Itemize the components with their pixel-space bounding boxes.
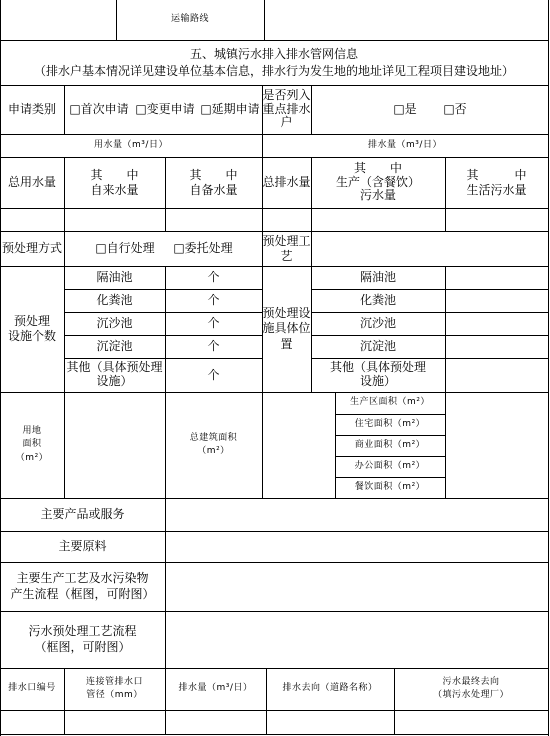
apply-type-label: 申请类别 xyxy=(7,102,56,116)
water-use-header: 用水量（m³/日） xyxy=(94,139,168,150)
materials-label: 主要原料 xyxy=(58,539,107,553)
production-sewage-label: 其 中 生产（含餐饮） 污水量 xyxy=(335,160,420,203)
key-yes-checkbox[interactable]: □是 xyxy=(393,101,417,116)
self-treat-checkbox[interactable]: □自行处理 xyxy=(95,240,155,255)
building-area-label: 总建筑面积 （m²） xyxy=(189,432,238,456)
location-grease-trap: 隔油池 xyxy=(359,270,396,284)
facility-grit-chamber: 沉沙池 xyxy=(96,316,133,330)
route-label: 运输路线 xyxy=(170,14,209,25)
discharge-header: 排水量（m³/日） xyxy=(368,139,442,150)
outlet-volume-label: 排水量（m³/日） xyxy=(178,683,253,694)
facility-grease-trap: 隔油池 xyxy=(96,270,133,284)
office-area-label: 办公面积（m²） xyxy=(354,460,426,471)
unit-label: 个 xyxy=(207,367,220,382)
apply-first-checkbox[interactable]: □首次申请 xyxy=(69,102,129,116)
products-label: 主要产品或服务 xyxy=(40,507,125,521)
unit-label: 个 xyxy=(207,293,220,307)
outlet-direction-label: 排水去向（道路名称） xyxy=(282,683,378,694)
location-settling-tank: 沉淀池 xyxy=(359,339,396,353)
production-area-label: 生产区面积（m²） xyxy=(350,397,430,408)
residential-area-label: 住宅面积（m²） xyxy=(354,418,426,429)
total-discharge-label: 总排水量 xyxy=(262,175,311,189)
entrust-treat-checkbox[interactable]: □委托处理 xyxy=(173,240,233,255)
pretreat-process-label: 预处理工 艺 xyxy=(262,234,311,263)
location-grit-chamber: 沉沙池 xyxy=(359,316,396,330)
facility-location-label: 预处理设 施具体位 置 xyxy=(262,305,311,351)
outlet-no-label: 排水口编号 xyxy=(8,683,56,694)
land-area-label: 用地 面积 （m²） xyxy=(15,425,49,463)
apply-change-checkbox[interactable]: □变更申请 xyxy=(135,102,195,116)
key-no-checkbox[interactable]: □否 xyxy=(443,101,467,116)
pretreat-method-label: 预处理方式 xyxy=(1,241,62,255)
outlet-pipe-label: 连接管排水口 管径（mm） xyxy=(85,676,143,700)
unit-label: 个 xyxy=(207,270,220,284)
tap-water-label: 其 中 自来水量 xyxy=(90,167,139,197)
domestic-sewage-label: 其 中 生活污水量 xyxy=(466,167,527,197)
unit-label: 个 xyxy=(207,339,220,353)
catering-area-label: 餐饮面积（m²） xyxy=(354,481,426,492)
facility-septic-tank: 化粪池 xyxy=(96,293,133,307)
apply-extend-checkbox[interactable]: □延期申请 xyxy=(200,102,260,116)
facility-settling-tank: 沉淀池 xyxy=(96,339,133,353)
section-subtitle: （排水户基本情况详见建设单位基本信息，排水行为发生地的地址详见工程项目建设地址） xyxy=(33,63,514,78)
process-flow-label: 主要生产工艺及水污染物 产生流程（框图，可附图） xyxy=(10,570,155,601)
total-water-use-label: 总用水量 xyxy=(7,175,56,189)
location-other: 其他（具体预处理 设施） xyxy=(329,360,426,388)
facility-count-label: 预处理 设施个数 xyxy=(7,314,56,343)
unit-label: 个 xyxy=(207,316,220,330)
outlet-final-label: 污水最终去向 （填污水处理厂） xyxy=(432,676,509,700)
commercial-area-label: 商业面积（m²） xyxy=(354,439,426,450)
self-water-label: 其 中 自备水量 xyxy=(189,167,238,197)
section-title: 五、城镇污水排入排水管网信息 xyxy=(189,46,358,61)
facility-other: 其他（具体预处理 设施） xyxy=(66,360,163,388)
sewage-flow-label: 污水预处理工艺流程 （框图，可附图） xyxy=(28,623,137,654)
key-discharger-label: 是否列入 重点排水 户 xyxy=(262,87,311,130)
location-septic-tank: 化粪池 xyxy=(359,293,396,307)
